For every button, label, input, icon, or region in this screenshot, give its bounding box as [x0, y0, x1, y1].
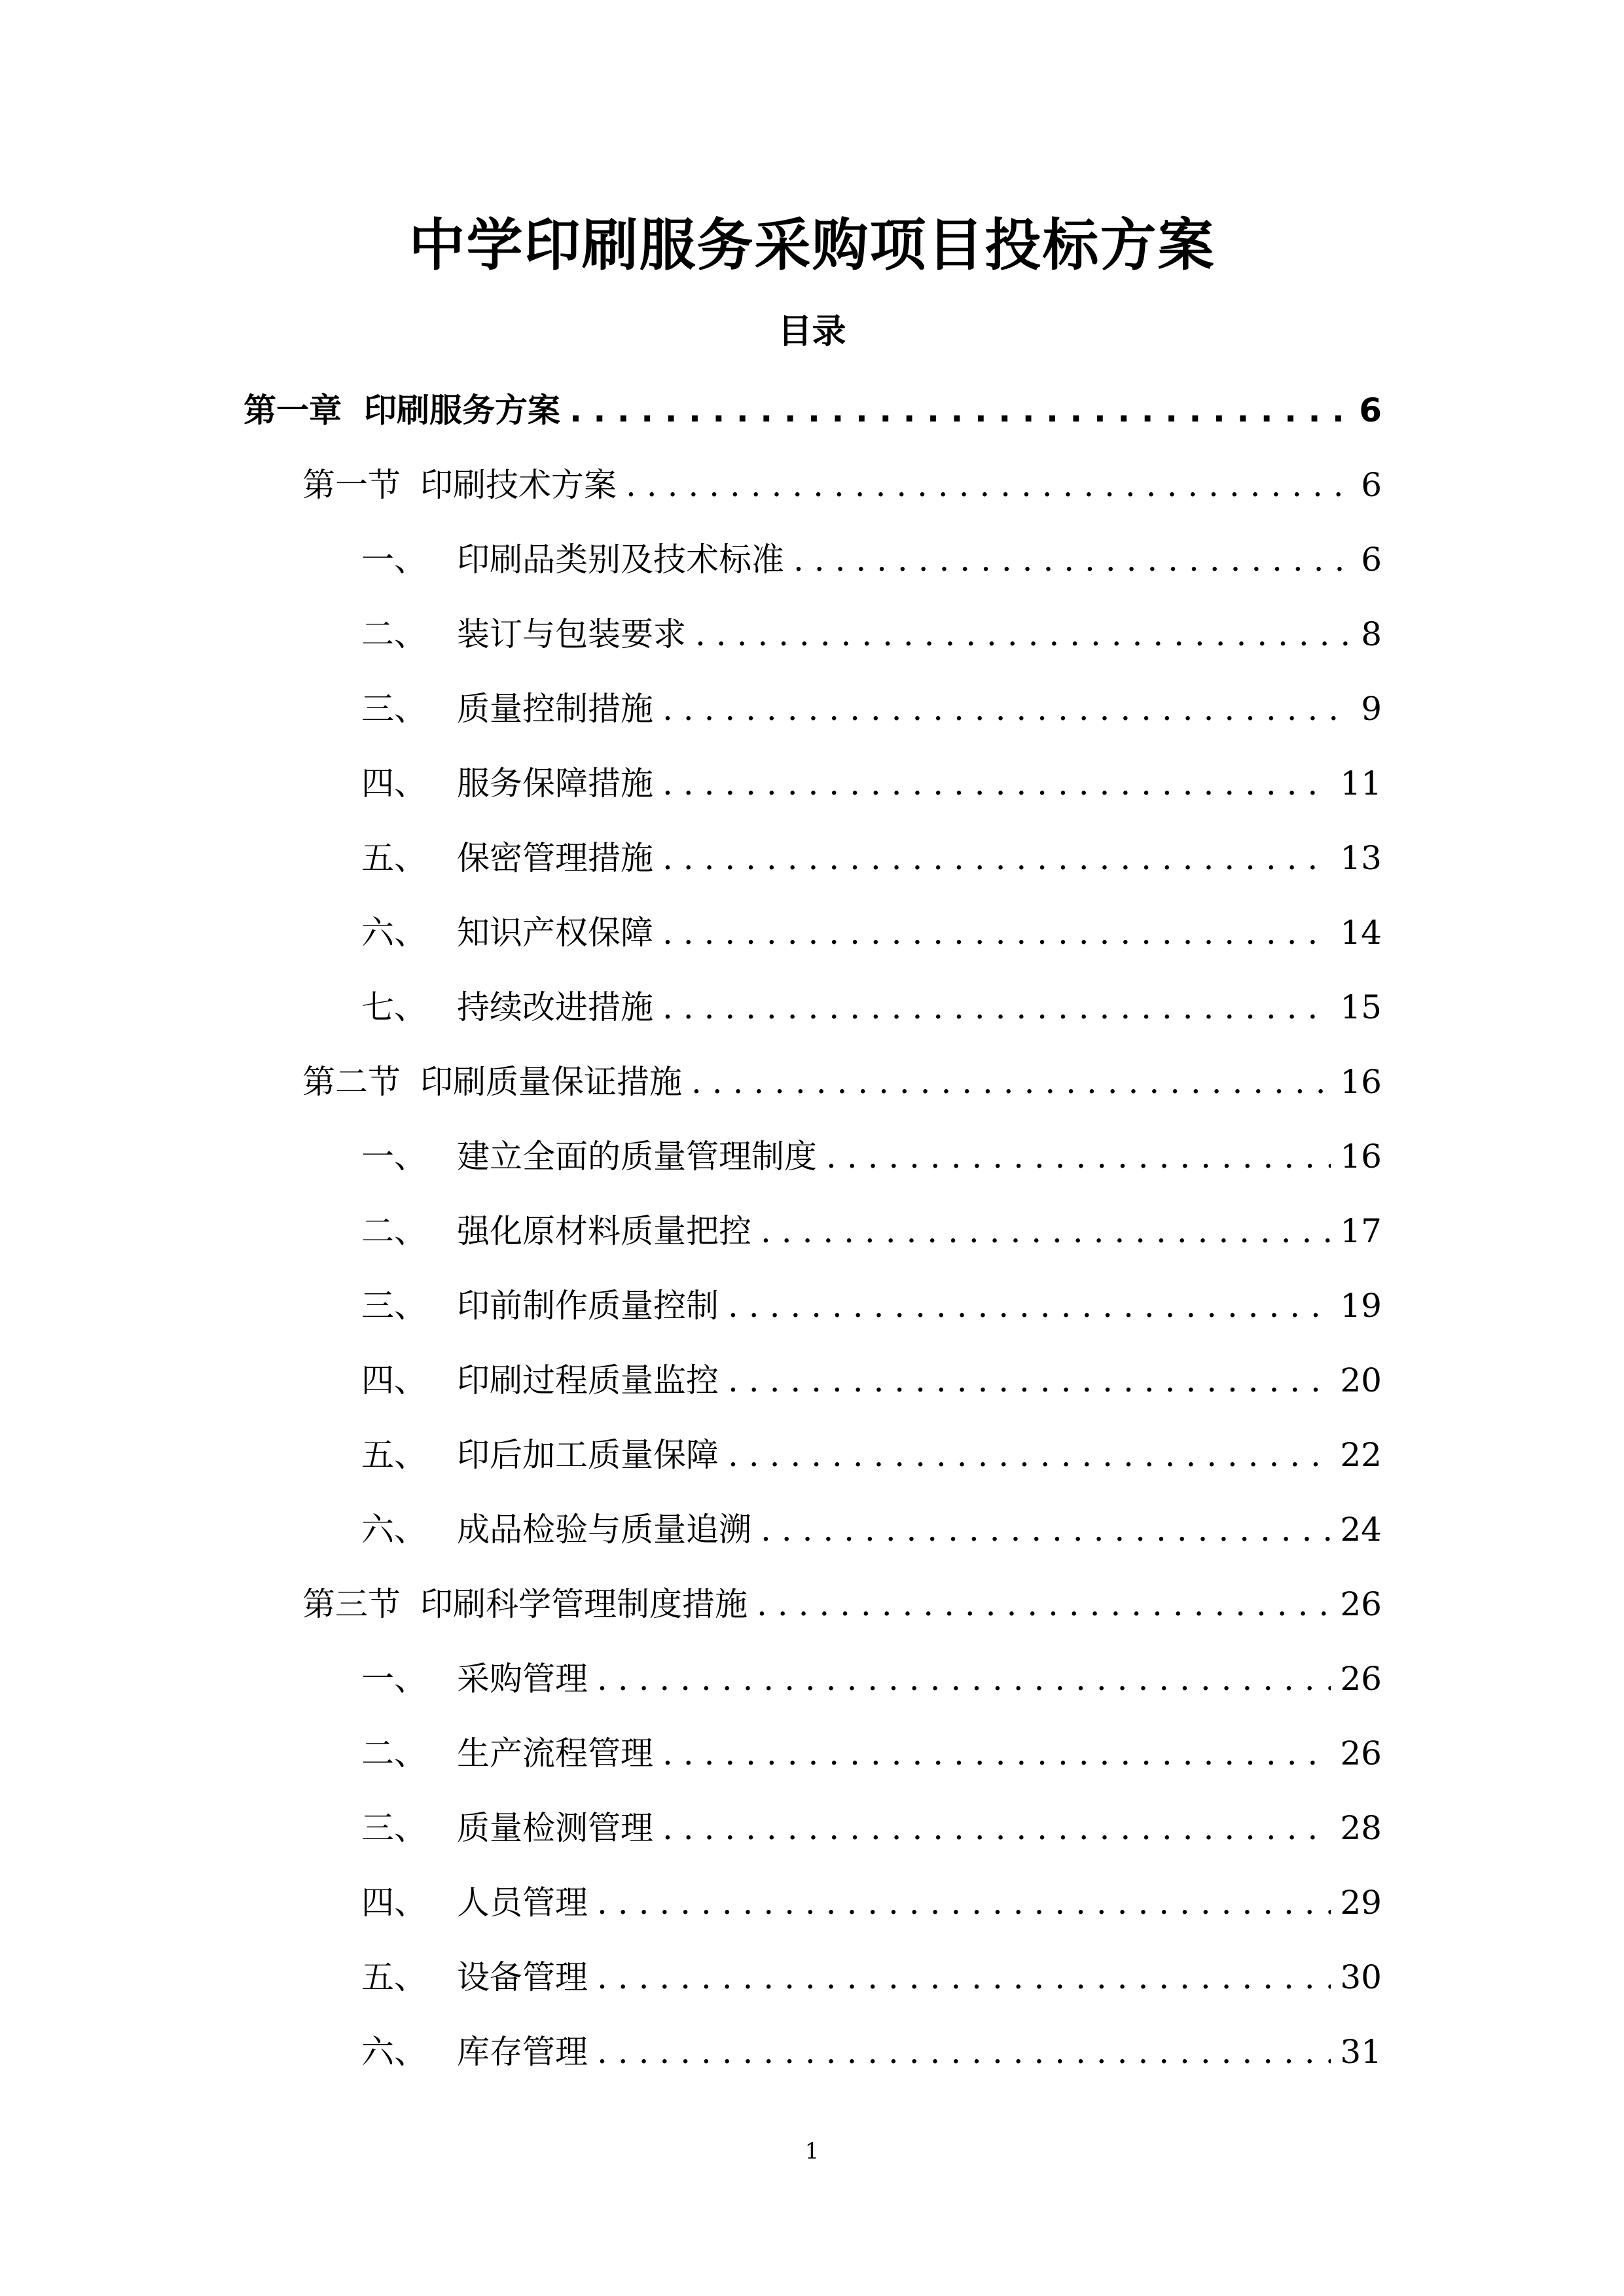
toc-entry-title: 持续改进措施: [457, 988, 653, 1026]
toc-dot-leader: [793, 540, 1352, 579]
toc-entry-number: 五、: [361, 1436, 427, 1474]
toc-entry[interactable]: [361, 522, 1382, 597]
toc-dot-leader: [597, 1659, 1331, 1698]
toc-entry[interactable]: [361, 1343, 1382, 1418]
toc-entry-title: 采购管理: [457, 1660, 588, 1698]
toc-entry-page: 26: [1340, 1660, 1382, 1698]
toc-entry-page: 30: [1340, 1958, 1382, 1996]
toc-entry-number: 六、: [361, 2033, 427, 2071]
toc-dot-leader: [826, 1137, 1331, 1176]
toc-entry-title: 印刷服务方案: [364, 391, 560, 429]
toc-entry[interactable]: [361, 970, 1382, 1045]
toc-entry-number: 六、: [361, 914, 427, 952]
toc-entry-page: 26: [1340, 1734, 1382, 1772]
toc-dot-leader: [662, 1734, 1331, 1773]
toc-dot-leader: [761, 1211, 1331, 1251]
toc-entry-title: 印刷技术方案: [420, 466, 617, 504]
toc-entry-title: 保密管理措施: [457, 839, 653, 877]
toc-dot-leader: [662, 689, 1352, 728]
toc-entry-number: 第二节: [302, 1063, 401, 1101]
toc-dot-leader: [691, 1062, 1331, 1102]
toc-entry[interactable]: [361, 1268, 1382, 1343]
toc-entry-number: 二、: [361, 1212, 427, 1250]
page-number: 1: [804, 2138, 820, 2164]
toc-entry-page: 13: [1340, 839, 1382, 877]
toc-entry[interactable]: [361, 672, 1382, 746]
toc-dot-leader: [728, 1286, 1331, 1325]
toc-entry-title: 印刷科学管理制度措施: [420, 1585, 748, 1623]
toc-entry-page: 16: [1340, 1063, 1382, 1101]
toc-entry-title: 印前制作质量控制: [457, 1287, 719, 1325]
toc-entry-page: 31: [1340, 2033, 1382, 2071]
toc-entry-page: 8: [1361, 615, 1382, 653]
toc-entry[interactable]: [361, 1194, 1382, 1268]
toc-dot-leader: [662, 988, 1331, 1027]
toc-entry-page: 14: [1340, 914, 1382, 952]
toc-dot-leader: [662, 913, 1331, 952]
toc-dot-leader: [626, 465, 1352, 505]
toc-entry-number: 一、: [361, 1660, 427, 1698]
toc-entry-title: 质量检测管理: [457, 1809, 653, 1847]
toc-entry-number: 第三节: [302, 1585, 401, 1623]
toc-entry-page: 15: [1340, 988, 1382, 1026]
toc-entry-page: 24: [1340, 1511, 1382, 1549]
document-title: 中学印刷服务采购项目投标方案: [408, 213, 1216, 278]
toc-dot-leader: [597, 1958, 1331, 1997]
toc-entry-number: 第一章: [244, 391, 342, 429]
toc-entry[interactable]: [302, 1045, 1382, 1119]
toc-entry-title: 服务保障措施: [457, 764, 653, 802]
toc-entry[interactable]: [361, 821, 1382, 895]
toc-entry-title: 设备管理: [457, 1958, 588, 1996]
toc-entry-number: 二、: [361, 1734, 427, 1772]
toc-dot-leader: [597, 1883, 1331, 1922]
toc-dot-leader: [662, 1808, 1331, 1848]
toc-entry-page: 6: [1361, 541, 1382, 579]
toc-entry-page: 16: [1340, 1138, 1382, 1175]
toc-entry-title: 质量控制措施: [457, 690, 653, 728]
toc-entry[interactable]: [361, 1791, 1382, 1865]
toc-entry[interactable]: [361, 895, 1382, 970]
toc-dot-leader: [728, 1435, 1331, 1475]
toc-entry[interactable]: [361, 1865, 1382, 1940]
toc-dot-leader: [761, 1510, 1331, 1549]
toc-entry-number: 第一节: [302, 466, 401, 504]
toc-entry[interactable]: [302, 1567, 1382, 1641]
toc-entry-number: 四、: [361, 764, 427, 802]
toc-entry[interactable]: [302, 448, 1382, 522]
toc-entry-title: 建立全面的质量管理制度: [457, 1138, 817, 1175]
toc-entry-page: 20: [1340, 1361, 1382, 1399]
toc-entry-title: 印刷过程质量监控: [457, 1361, 719, 1399]
toc-entry[interactable]: [361, 746, 1382, 821]
toc-entry-number: 四、: [361, 1361, 427, 1399]
toc-entry-number: 三、: [361, 690, 427, 728]
toc-dot-leader: [569, 391, 1350, 430]
toc-entry-page: 28: [1340, 1809, 1382, 1847]
toc-entry-title: 成品检验与质量追溯: [457, 1511, 751, 1549]
toc-entry[interactable]: [361, 1641, 1382, 1716]
toc-entry-title: 知识产权保障: [457, 914, 653, 952]
toc-entry-page: 29: [1340, 1884, 1382, 1922]
toc-entry-number: 六、: [361, 1511, 427, 1549]
toc-entry-title: 强化原材料质量把控: [457, 1212, 751, 1250]
toc-entry[interactable]: [361, 597, 1382, 672]
toc-entry-title: 印刷质量保证措施: [420, 1063, 682, 1101]
toc-entry-title: 印后加工质量保障: [457, 1436, 719, 1474]
toc-entry-page: 19: [1340, 1287, 1382, 1325]
toc-entry-number: 一、: [361, 541, 427, 579]
toc-entry-number: 二、: [361, 615, 427, 653]
toc-entry[interactable]: [361, 1492, 1382, 1567]
toc-entry-number: 三、: [361, 1287, 427, 1325]
toc-entry[interactable]: [244, 373, 1382, 448]
toc-entry-number: 七、: [361, 988, 427, 1026]
toc-entry-page: 6: [1361, 466, 1382, 504]
toc-dot-leader: [662, 764, 1331, 803]
toc-dot-leader: [597, 2032, 1331, 2072]
toc-entry[interactable]: [361, 1940, 1382, 2015]
toc-entry-page: 22: [1340, 1436, 1382, 1474]
toc-entry-title: 生产流程管理: [457, 1734, 653, 1772]
toc-entry-title: 库存管理: [457, 2033, 588, 2071]
toc-entry-title: 人员管理: [457, 1884, 588, 1922]
toc-entry-number: 三、: [361, 1809, 427, 1847]
toc-entry-title: 装订与包装要求: [457, 615, 686, 653]
toc-entry-number: 一、: [361, 1138, 427, 1175]
toc-entry-page: 11: [1340, 764, 1382, 802]
toc-entry-number: 五、: [361, 1958, 427, 1996]
toc-dot-leader: [662, 838, 1331, 878]
toc-entry[interactable]: [361, 1716, 1382, 1791]
toc-dot-leader: [757, 1585, 1331, 1624]
toc-entry[interactable]: [361, 1418, 1382, 1492]
toc-entry-page: 9: [1361, 690, 1382, 728]
toc-entry-number: 四、: [361, 1884, 427, 1922]
toc-heading: 目录: [778, 312, 846, 351]
toc-entry-page: 17: [1340, 1212, 1382, 1250]
toc-entry-number: 五、: [361, 839, 427, 877]
toc-entry[interactable]: [361, 2015, 1382, 2089]
toc-entry[interactable]: [361, 1119, 1382, 1194]
toc-entry-title: 印刷品类别及技术标准: [457, 541, 784, 579]
toc-dot-leader: [728, 1361, 1331, 1400]
toc-dot-leader: [695, 615, 1352, 654]
toc-entry-page: 26: [1340, 1585, 1382, 1623]
toc-entry-page: 6: [1359, 391, 1382, 429]
